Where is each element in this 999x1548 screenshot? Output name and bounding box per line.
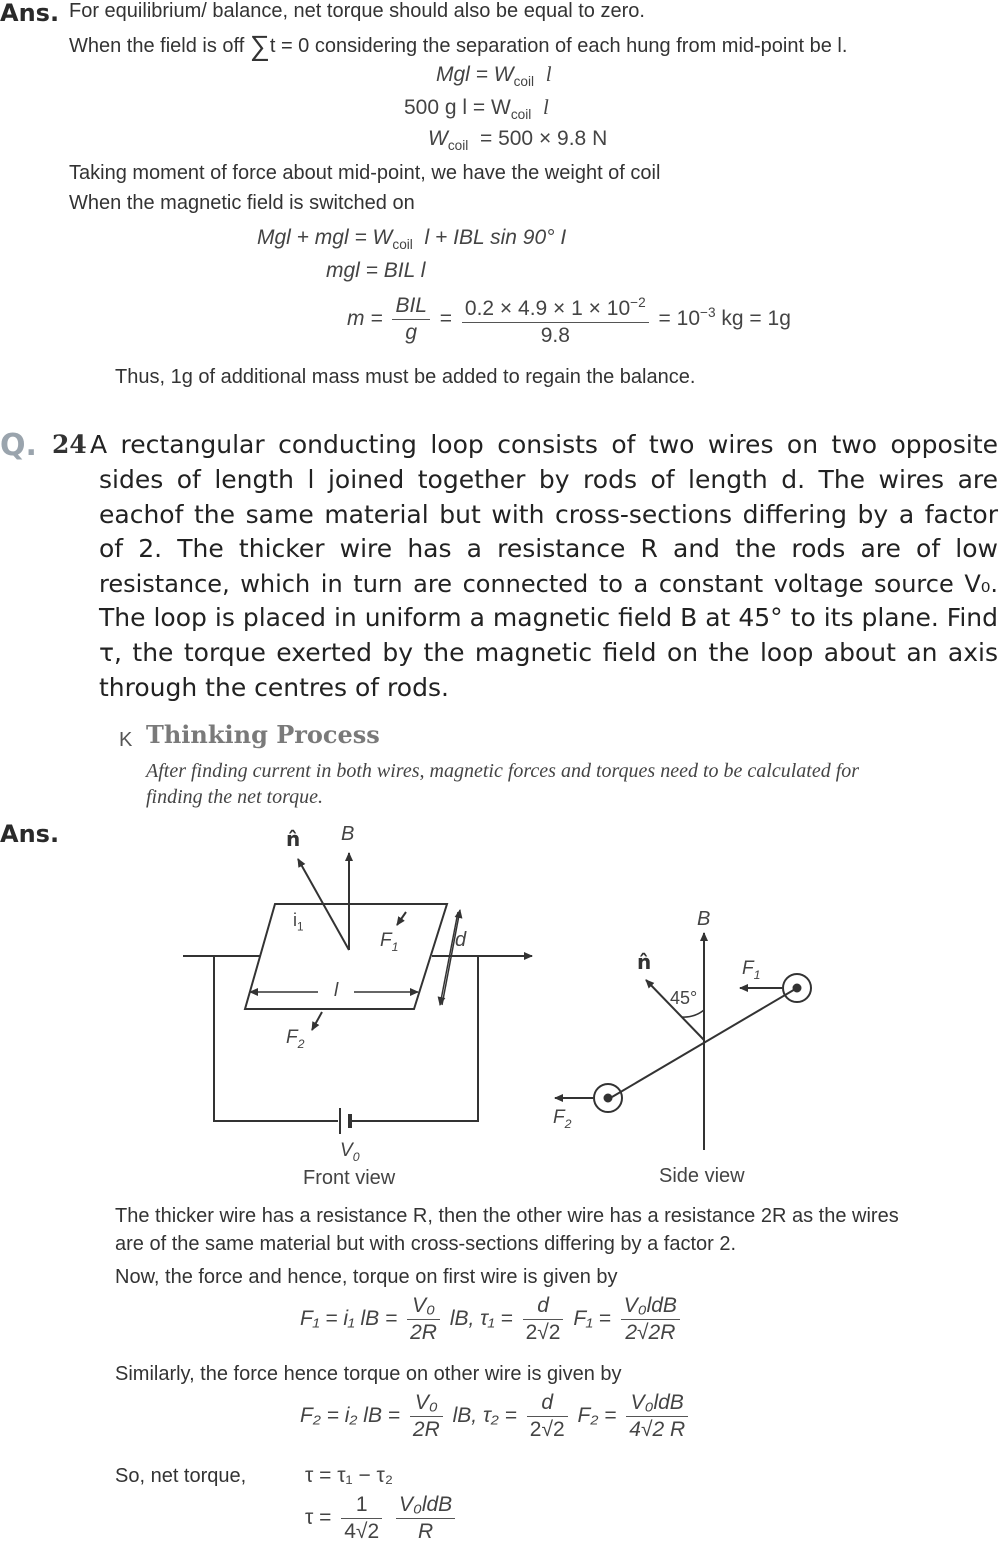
label-f2: $F_2$ [553,1107,572,1131]
answer-text-line: The thicker wire has a resistance R, then the other wire has a resistance 2R as the wires [115,1205,899,1227]
answer-label: Ans. [0,0,60,27]
answer-text-line: So, net torque, [115,1465,247,1487]
question-line: through the centres of rods. [99,672,449,702]
answer-text-line: For equilibrium/ balance, net torque should also be equal to zero. [69,0,645,22]
label-l: l [334,980,339,1001]
question-line: The loop is placed in uniform a magnetic field B at 45° to its plane. Find [99,603,998,633]
equation-moment-mass: 500 g $l = W_{coil}$ l [404,95,549,123]
question-marker: Q. [0,428,37,463]
force-arrow-f2 [312,1012,322,1030]
fraction: $\frac{\text{BIL}}{g}$ [392,293,430,346]
answer-text-line: Similarly, the force hence torque on other wire is given by [115,1363,622,1385]
answer-text-line: Now, the force and hence, torque on first wire is given by [115,1266,618,1288]
label-n-hat: n̂ [637,950,652,974]
fraction: $\frac{d}{2√2}$ [523,1293,564,1346]
equation-mass: m = $\frac{\text{BIL}}{g}$ = $\frac{0.2 \times 4.9 \times 1 \times 10^{-2}}{9.8}$ = $10^{-3}$ kg = 1g [347,290,791,349]
front-view-diagram [183,853,532,1134]
question-number: 24 [52,430,87,459]
fraction: $\frac{0.2 \times 4.9 \times 1 \times 10^{-2}}{9.8}$ [462,290,649,349]
equation-force-torque-2: F₂ = i₂ lB = $\frac{\text{V₀}}{2R}$ lB, τ₂ = $\frac{d}{2√2}$ F₂ = $\frac{\text{V₀ldB}}{4√2 R}$ [300,1390,692,1443]
label-angle: 45° [670,988,698,1008]
summation-symbol: ∑ [249,30,270,61]
side-view-caption: Side view [659,1165,745,1187]
fraction: $\frac{\text{V₀ldB}}{2√2R}$ [621,1293,680,1346]
fraction: $\frac{d}{2√2}$ [527,1390,568,1443]
equation-mgl: mgl = BIL l [326,259,426,282]
circuit-wire [352,956,478,1121]
thinking-bullet: K [119,729,133,751]
answer-conclusion: Thus, 1g of additional mass must be added to regain the balance. [115,366,696,388]
thinking-title: Thinking Process [146,720,380,749]
circuit-wire [183,956,338,1121]
question-line: eachof the same material but with cross-sections differing by a factor [99,499,998,529]
wire-dot [794,985,801,992]
equation-force-torque-1: F₁ = i₁ lB = $\frac{\text{V₀}}{2R}$ lB, τ₁ = $\frac{d}{2√2}$ F₁ = $\frac{\text{V₀ldB}}{2√2R}$ [300,1293,684,1346]
question-line: of 2. The thicker wire has a resistance R and the rods are of low [99,534,998,564]
answer-label: Ans. [0,820,60,848]
answer-text-line: When the field is off ∑t = 0 considering the separation of each hung from mid-point be l. [69,30,848,61]
label-f1: $F_1$ [380,930,399,954]
label-v0: $V_0$ [340,1140,360,1164]
front-view-caption: Front view [303,1167,396,1189]
rectangular-loop [245,904,447,1009]
wire-dot [605,1095,612,1102]
angle-arc [682,1010,704,1017]
label-b: B [697,908,711,930]
question-line: A rectangular conducting loop consists of two wires on two opposite [90,430,998,459]
fraction: $\frac{\text{V₀}}{2R}$ [407,1293,440,1346]
fraction: $\frac{\text{V₀ldB}}{R}$ [396,1492,455,1545]
fraction: $\frac{\text{V₀ldB}}{4√2 R}$ [626,1390,688,1443]
thinking-text: After finding current in both wires, magnetic forces and torques need to be calculated for [146,760,860,782]
equation-coil-weight: $W_{coil} = 500 \times 9.8$ N [428,127,608,154]
equation-field-on: Mgl + mgl = $W_{coil}$ l + IBL sin 90° I [257,226,567,253]
equation-net-torque-result: τ = $\frac{1}{4√2}$ $\frac{\text{V₀ldB}}{R}$ [305,1492,459,1545]
force-arrow-f1 [397,912,406,925]
answer-text-line: are of the same material but with cross-sections differing by a factor 2. [115,1233,737,1255]
label-b: B [341,823,355,845]
question-line: τ, the torque exerted by the magnetic field on the loop about an axis [99,637,998,667]
side-view-diagram [555,933,811,1150]
answer-text-line: Taking moment of force about mid-point, we have the weight of coil [69,162,661,184]
label-d: d [455,929,467,951]
question-line: sides of length l joined together by rods of length d. The wires are [99,465,998,494]
label-f2: $F_2$ [286,1027,305,1051]
label-i1: $i_1$ [293,910,304,934]
equation-moment-off: Mgl = $W_{coil}$ l [436,62,552,90]
equation-net-torque: τ = τ₁ − τ₂ [305,1464,393,1487]
question-line: resistance, which in turn are connected to a constant voltage source V₀. [99,569,998,598]
fraction: $\frac{1}{4√2}$ [341,1492,382,1545]
dimension-d [442,910,460,1005]
thinking-text: finding the net torque. [146,786,324,808]
answer-text-line: When the magnetic field is switched on [69,192,415,214]
label-f1: $F_1$ [742,958,761,982]
label-n-hat: n̂ [286,827,301,851]
fraction: $\frac{\text{V₀}}{2R}$ [410,1390,443,1443]
dimension-d-tail [440,912,458,1005]
